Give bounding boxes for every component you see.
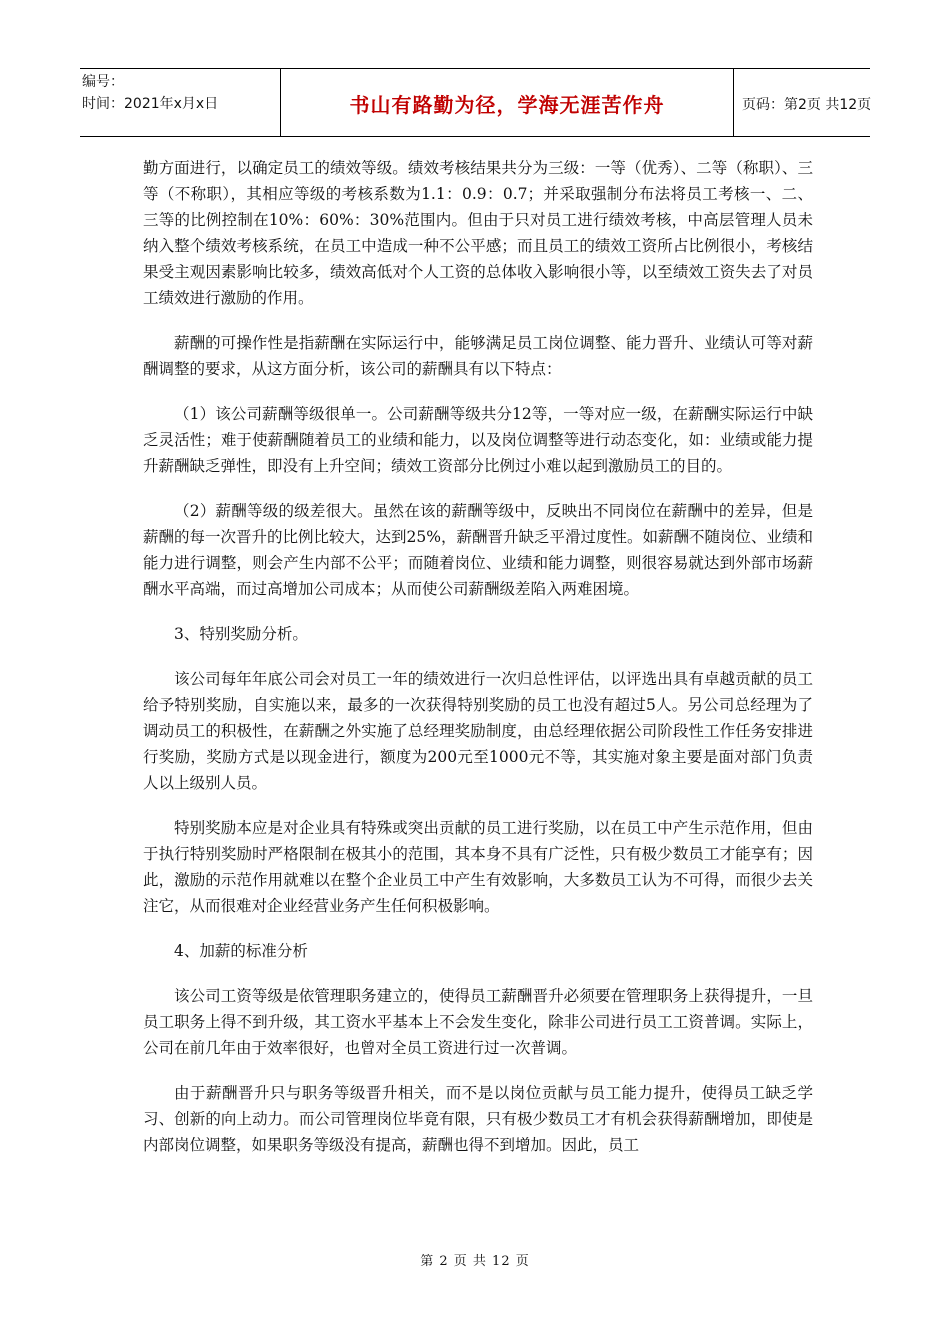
list-item-paragraph: （2）薪酬等级的级差很大。虽然在该的薪酬等级中，反映出不同岗位在薪酬中的差异，但是薪酬的每一次晋升的比例比较大，达到25%，薪酬晋升缺乏平滑过度性。如薪酬不随岗位、业绩和能力进行调整，则会产生内部不公平；而随着岗位、业绩和能力调整，则很容易就达到外部市场薪酬水平高端，而过高增加公司成本；从而使公司薪酬级差陷入两难困境。 — [143, 502, 813, 598]
section-heading: 3、特别奖励分析。 — [174, 625, 308, 643]
section-heading: 4、加薪的标准分析 — [174, 942, 308, 960]
header-middle-cell — [280, 69, 734, 136]
body-paragraph: 勤方面进行，以确定员工的绩效等级。绩效考核结果共分为三级：一等（优秀）、二等（称职）、三等（不称职），其相应等级的考核系数为1.1：0.9：0.7；并采取强制分布法将员工考核一、二、三等的比例控制在10%：60%：30%范围内。但由于只对员工进行绩效考核，中高层管理人员未纳入整个绩效考核系统，在员工中造成一种不公平感；而且员工的绩效工资所占比例很小，考核结果受主观因素影响比较多，绩效高低对个人工资的总体收入影响很小等，以至绩效工资失去了对员工绩效进行激励的作用。 — [143, 159, 813, 307]
body-paragraph: 薪酬的可操作性是指薪酬在实际运行中，能够满足员工岗位调整、能力晋升、业绩认可等对薪酬调整的要求，从这方面分析，该公司的薪酬具有以下特点： — [143, 334, 813, 378]
list-item-paragraph: （1）该公司薪酬等级很单一。公司薪酬等级共分12等，一等对应一级，在薪酬实际运行中缺乏灵活性；难于使薪酬随着员工的业绩和能力，以及岗位调整等进行动态变化，如：业绩或能力提升薪酬缺乏弹性，即没有上升空间；绩效工资部分比例过小难以起到激励员工的目的。 — [143, 405, 813, 475]
header-page-number: 页码：第2页 共12页 — [742, 97, 872, 113]
header-left-cell — [80, 69, 280, 136]
body-paragraph: 由于薪酬晋升只与职务等级晋升相关，而不是以岗位贡献与员工能力提升，使得员工缺乏学习、创新的向上动力。而公司管理岗位毕竟有限，只有极少数员工才有机会获得薪酬增加，即使是内部岗位调整，如果职务等级没有提高，薪酬也得不到增加。因此，员工 — [143, 1084, 813, 1154]
page-header — [80, 68, 870, 137]
document-body — [143, 155, 813, 1177]
body-paragraph: 特别奖励本应是对企业具有特殊或突出贡献的员工进行奖励，以在员工中产生示范作用，但由于执行特别奖励时严格限制在极其小的范围，其本身不具有广泛性，只有极少数员工才能享有；因此，激励的示范作用就难以在整个企业员工中产生有效影响，大多数员工认为不可得，而很少去关注它，从而很难对企业经营业务产生任何积极影响。 — [143, 819, 813, 915]
header-motto: 书山有路勤为径，学海无涯苦作舟 — [349, 93, 665, 117]
body-paragraph: 该公司工资等级是依管理职务建立的，使得员工薪酬晋升必须要在管理职务上获得提升，一旦员工职务上得不到升级，其工资水平基本上不会发生变化，除非公司进行员工工资普调。实际上，公司在前几年由于效率很好，也曾对全员工资进行过一次普调。 — [143, 987, 813, 1057]
document-date-label: 时间：2021年x月x日 — [82, 96, 219, 112]
body-paragraph: 该公司每年年底公司会对员工一年的绩效进行一次归总性评估，以评选出具有卓越贡献的员工给予特别奖励，自实施以来，最多的一次获得特别奖励的员工也没有超过5人。另公司总经理为了调动员工的积极性，在薪酬之外实施了总经理奖励制度，由总经理依据公司阶段性工作任务安排进行奖励，奖励方式是以现金进行，额度为200元至1000元不等，其实施对象主要是面对部门负责人以上级别人员。 — [143, 670, 813, 792]
header-right-cell — [732, 69, 870, 136]
document-number-label: 编号： — [82, 74, 124, 90]
page-footer: 第 2 页 共 12 页 — [420, 1254, 530, 1269]
